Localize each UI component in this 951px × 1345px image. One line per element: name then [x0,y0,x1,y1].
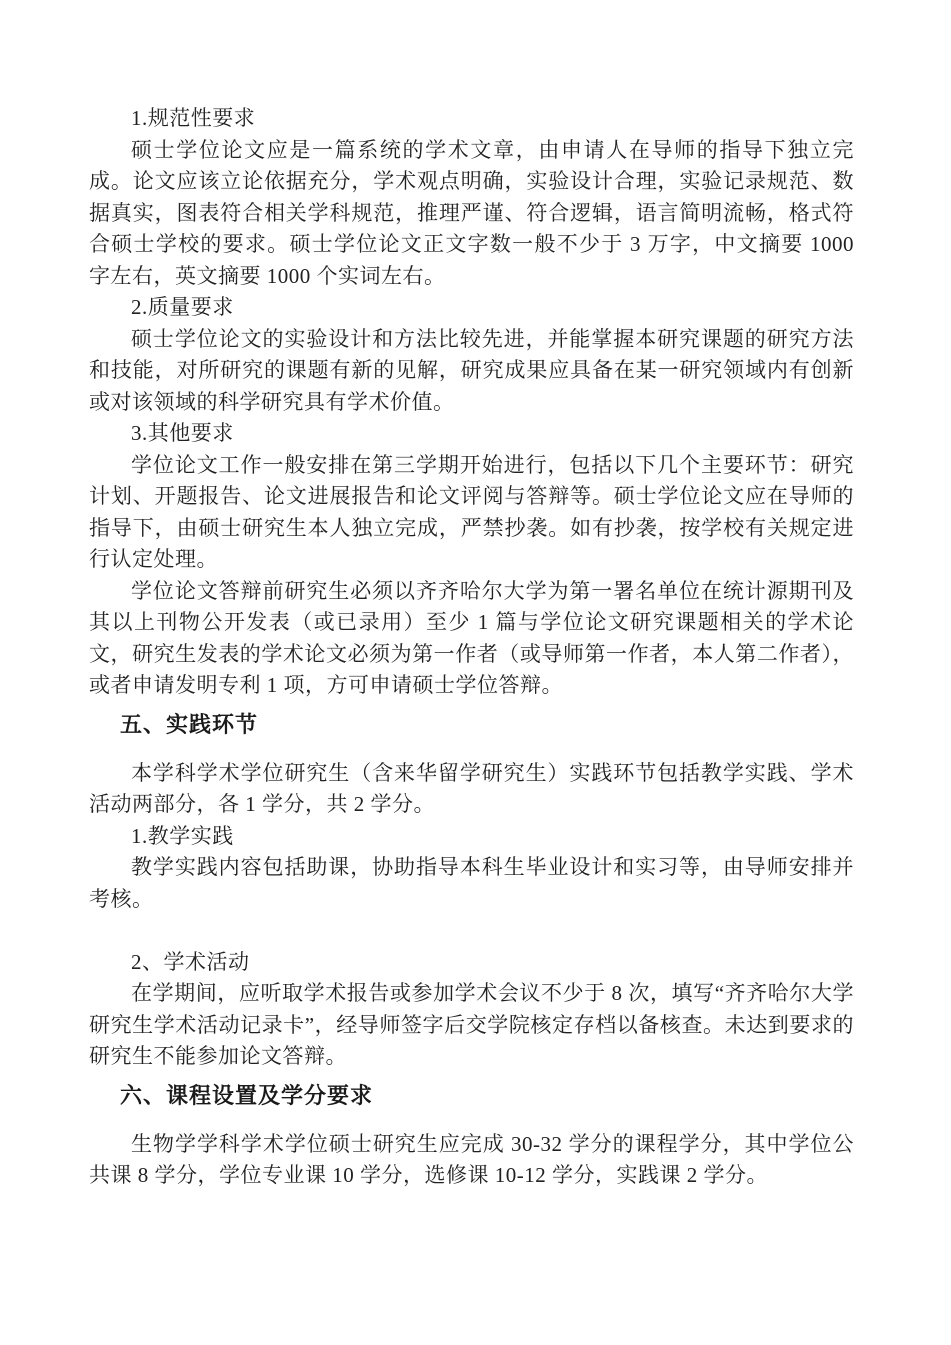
sub-label-academic-activities: 2、学术活动 [131,949,250,974]
paragraph-normative-requirements-body: 硕士学位论文应是一篇系统的学术文章，由申请人在导师的指导下独立完成。论文应该立论依据充分，学术观点明确，实验设计合理，实验记录规范、数据真实，图表符合相关学科规范，推理严谨、符合逻辑，语言简明流畅，格式符合硕士学校的要求。硕士学位论文正文字数一般不少于 3 万字，中文摘要 1000 字左右，英文摘要 1000 个实词左右。 [89,137,854,288]
paragraph-publication-requirement: 学位论文答辩前研究生必须以齐齐哈尔大学为第一署名单位在统计源期刊及其以上刊物公开发表（或已录用）至少 1 篇与学位论文研究课题相关的学术论文，研究生发表的学术论文必须为第一作者（或导师第一作者，本人第二作者），或者申请发明专利 1 项，方可申请硕士学位答辩。 [89,578,854,697]
paragraph-teaching-practice-body: 教学实践内容包括助课，协助指导本科生毕业设计和实习等，由导师安排并考核。 [89,855,854,911]
paragraph-thesis-work-schedule: 学位论文工作一般安排在第三学期开始进行，包括以下几个主要环节：研究计划、开题报告、论文进展报告和论文评阅与答辩等。硕士学位论文应在导师的指导下，由硕士研究生本人独立完成，严禁抄袭。如有抄袭，按学校有关规定进行认定处理。 [89,452,854,571]
sub-label-normative-requirements: 1.规范性要求 [131,106,256,130]
sub-label-other-requirements: 3.其他要求 [131,421,234,445]
sub-label-quality-requirements: 2.质量要求 [131,295,234,319]
paragraph-practice-overview: 本学科学术学位研究生（含来华留学研究生）实践环节包括教学实践、学术活动两部分，各 1 学分，共 2 学分。 [89,760,854,816]
paragraph-quality-requirements-body: 硕士学位论文的实验设计和方法比较先进，并能掌握本研究课题的研究方法和技能，对所研究的课题有新的见解，研究成果应具备在某一研究领域内有创新或对该领域的科学研究具有学术价值。 [89,326,854,414]
sub-label-teaching-practice: 1.教学实践 [131,823,234,848]
section-heading-practice: 五、实践环节 [120,711,259,737]
paragraph-courses-credits-body: 生物学学科学术学位硕士研究生应完成 30-32 学分的课程学分，其中学位公共课 8 学分，学位专业课 10 学分，选修课 10-12 学分，实践课 2 学分。 [89,1131,854,1187]
section-heading-courses-credits: 六、课程设置及学分要求 [120,1082,374,1108]
paragraph-academic-activities-body: 在学期间，应听取学术报告或参加学术会议不少于 8 次，填写“齐齐哈尔大学研究生学术活动记录卡”，经导师签字后交学院核定存档以备核查。未达到要求的研究生不能参加论文答辩。 [89,981,854,1068]
